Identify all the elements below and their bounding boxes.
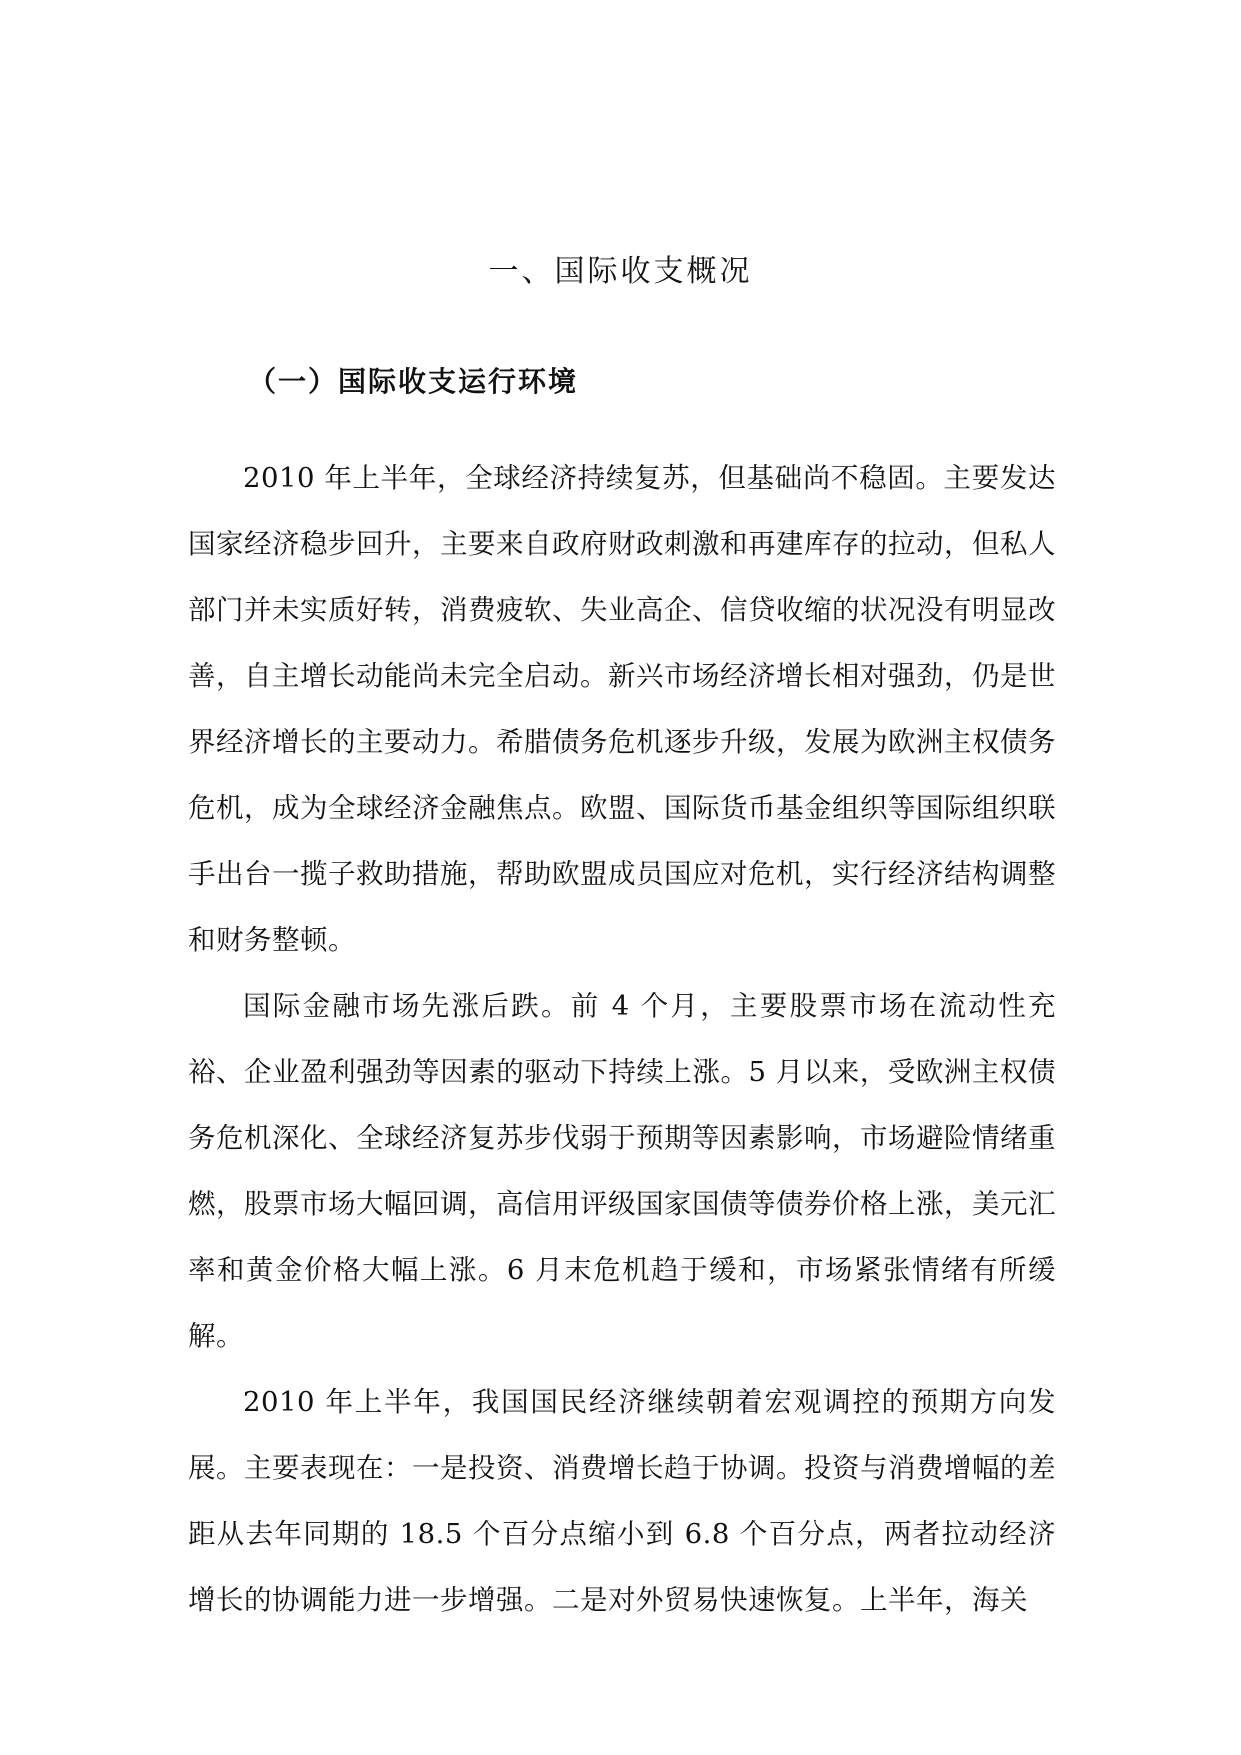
paragraph-3: 2010 年上半年，我国国民经济继续朝着宏观调控的预期方向发展。主要表现在：一是投资、消费增长趋于协调。投资与消费增幅的差距从去年同期的 18.5 个百分点缩小到 6.8 个百分点，两者拉动经济增长的协调能力进一步增强。二是对外贸易快速恢复。上半年，海关: [188, 1386, 1056, 1616]
document-body: [188, 445, 1056, 1633]
paragraph-1: 2010 年上半年，全球经济持续复苏，但基础尚不稳固。主要发达国家经济稳步回升，主要来自政府财政刺激和再建库存的拉动，但私人部门并未实质好转，消费疲软、失业高企、信贷收缩的状况没有明显改善，自主增长动能尚未完全启动。新兴市场经济增长相对强劲，仍是世界经济增长的主要动力。希腊债务危机逐步升级，发展为欧洲主权债务危机，成为全球经济金融焦点。欧盟、国际货币基金组织等国际组织联手出台一揽子救助措施，帮助欧盟成员国应对危机，实行经济结构调整和财务整顿。: [188, 462, 1056, 956]
section-title: （一）国际收支运行环境: [248, 365, 579, 398]
paragraph-2: 国际金融市场先涨后跌。前 4 个月，主要股票市场在流动性充裕、企业盈利强劲等因素的驱动下持续上涨。5 月以来，受欧洲主权债务危机深化、全球经济复苏步伐弱于预期等因素影响，市场避险情绪重燃，股票市场大幅回调，高信用评级国家国债等债券价格上涨，美元汇率和黄金价格大幅上涨。6 月末危机趋于缓和，市场紧张情绪有所缓解。: [188, 990, 1056, 1352]
chapter-title: 一、国际收支概况: [488, 254, 753, 289]
